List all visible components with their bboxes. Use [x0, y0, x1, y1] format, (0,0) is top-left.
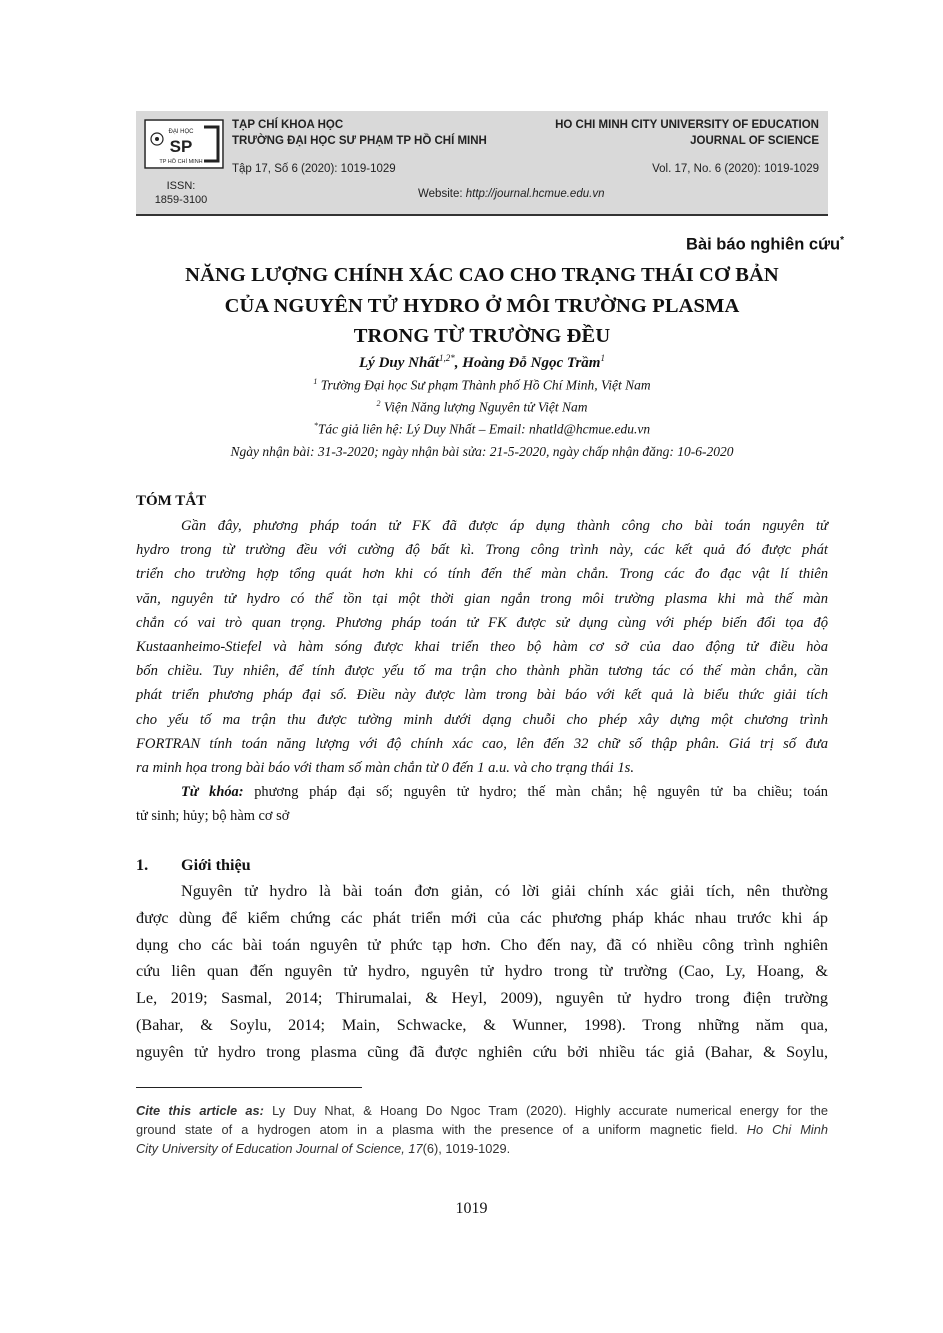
citation-journal: City University of Education Journal of Science, 17 [136, 1141, 423, 1156]
website-link[interactable]: http://journal.hcmue.edu.vn [465, 188, 605, 200]
journal-name-en-1: HO CHI MINH CITY UNIVERSITY OF EDUCATION [555, 119, 819, 131]
keywords-label: Từ khóa: [181, 784, 244, 800]
author-1: Lý Duy Nhất [359, 355, 440, 371]
abstract-body [136, 514, 828, 780]
intro-paragraph [136, 878, 828, 1066]
issn-value: 1859-3100 [154, 194, 208, 206]
submission-dates: Ngày nhận bài: 31-3-2020; ngày nhận bài sửa: 21-5-2020, ngày chấp nhận đăng: 10-6-2020 [230, 444, 734, 459]
website [418, 188, 604, 200]
citation-text: Ly Duy Nhat, & Hoang Do Ngoc Tram (2020). Highly accurate numerical energy for the [263, 1103, 829, 1118]
abstract-line: Kustaanheimo-Stiefel và hàm sóng được khai triển theo bộ hàm cơ sở của dao động tử điều hòa [136, 638, 828, 655]
footnote-rule [136, 1087, 362, 1088]
intro-line: nguyên tử hydro trong plasma cũng đã được nghiên cứu bởi nhiều tác giả (Bahar, & Soylu, [136, 1042, 828, 1061]
intro-line: Le, 2019; Sasmal, 2014; Thirumalai, & Heyl, 2009), nguyên tử hydro trong điện trường [136, 989, 828, 1008]
affiliation-1 [136, 377, 828, 394]
abstract-line: Gần đây, phương pháp toán tử FK đã được áp dụng thành công cho bài toán nguyên tử [181, 518, 828, 534]
affiliation-text: Tác giả liên hệ: Lý Duy Nhất – Email: nhatld@hcmue.edu.vn [317, 421, 651, 437]
journal-name-en-2: JOURNAL OF SCIENCE [690, 135, 819, 147]
keywords [136, 780, 828, 828]
journal-name-vi-2: TRƯỜNG ĐẠI HỌC SƯ PHẠM TP HỒ CHÍ MINH [232, 135, 487, 147]
abstract-line: triển cho trường hợp tổng quát hơn khi có tính đến thế màn chắn. Trong các đo đạc vật lí thiên [136, 566, 828, 583]
volume-en: Vol. 17, No. 6 (2020): 1019-1029 [652, 163, 819, 175]
citation-label: Cite this article as: [136, 1103, 264, 1118]
citation-text: (6), 1019-1029. [422, 1141, 511, 1156]
keywords-line [136, 780, 828, 804]
journal-name-vi-1: TẠP CHÍ KHOA HỌC [232, 119, 344, 131]
title-line: TRONG TỪ TRƯỜNG ĐỀU [353, 325, 611, 347]
author-2: Hoàng Đỗ Ngọc Trầm [462, 355, 601, 371]
citation-line [136, 1101, 828, 1120]
citation-line [136, 1139, 828, 1158]
intro-line: được dùng để kiểm chứng các phát triển mới của các phương pháp khác nhau trước khi áp [136, 908, 828, 927]
abstract-line: hydro trong từ trường đều với cường độ bất kì. Trong công trình này, các kết quả đó được phát [136, 542, 828, 559]
citation-line [136, 1120, 828, 1139]
affiliation-sup: 2 [376, 399, 381, 408]
author-separator: , [454, 355, 463, 371]
intro-line: dụng cho các bài toán nguyên tử phức tạp hơn. Cho đến nay, đã có nhiều công trình nghiên [136, 935, 828, 954]
keywords-line-2: tử sinh; hủy; bộ hàm cơ sở [136, 808, 290, 825]
abstract-heading: TÓM TẮT [136, 493, 207, 509]
abstract-line: ra minh họa trong bài báo với tham số màn chắn từ 0 đến 1 a.u. và cho trạng thái 1s. [136, 759, 634, 776]
intro-line: (Bahar, & Soylu, 2014; Main, Schwacke, & Wunner, 1998). Trong những năm qua, [136, 1015, 828, 1034]
affiliation-text: Viện Năng lượng Nguyên tử Việt Nam [380, 399, 588, 415]
affiliation-2 [136, 399, 828, 416]
article-type-mark: * [840, 235, 844, 246]
abstract-line: phát triển phương pháp đại số. Điều này được làm trong bài báo với kết quả là biểu thức giải tích [136, 687, 828, 704]
journal-header [136, 111, 828, 216]
corresponding-author [136, 421, 828, 438]
section-title: Giới thiệu [181, 856, 251, 874]
abstract-line: FORTRAN tính toán năng lượng với độ chính xác cao, lên đến 32 chữ số thập phân. Giá trị số đưa [136, 735, 828, 752]
section-number: 1. [136, 856, 149, 874]
affiliation-sup: 1 [313, 377, 318, 386]
intro-line: Nguyên tử hydro là bài toán đơn giản, có lời giải chính xác giải tích, nên thường [181, 882, 828, 900]
authors [136, 353, 828, 372]
logo-mid-text: SP [169, 137, 193, 156]
affiliation-text: Trường Đại học Sư phạm Thành phố Hồ Chí Minh, Việt Nam [317, 377, 651, 393]
article-type-label: Bài báo nghiên cứu [686, 235, 841, 254]
abstract-line: bốn chiều. Tuy nhiên, để tính được yếu tố ma trận cho thành phần tương tác có thế màn chắn, cần [136, 663, 828, 680]
volume-vi: Tập 17, Số 6 (2020): 1019-1029 [232, 163, 396, 175]
page-number: 1019 [455, 1200, 488, 1217]
abstract-line: văn, nguyên tử hydro có thể tồn tại một thời gian ngắn trong môi trường plasma khi mà thế màn [136, 590, 828, 607]
article-title [136, 260, 828, 352]
citation-journal: Ho Chi Minh [746, 1122, 828, 1137]
title-line: CỦA NGUYÊN TỬ HYDRO Ở MÔI TRƯỜNG PLASMA [224, 294, 740, 317]
author-2-sup: 1 [600, 353, 605, 363]
website-label: Website: [418, 188, 463, 200]
citation-footnote [136, 1101, 828, 1158]
affiliation-sup: * [313, 421, 318, 430]
issn [136, 179, 226, 207]
logo-top-text: ĐẠI HỌC [168, 129, 194, 135]
logo-bottom-text: TP HỒ CHÍ MINH [159, 159, 203, 165]
title-line: NĂNG LƯỢNG CHÍNH XÁC CAO CHO TRẠNG THÁI CƠ BẢN [185, 264, 779, 286]
author-1-sup: 1,2* [439, 353, 455, 363]
intro-line: cứu liên quan đến nguyên tử hydro, nguyên tử hydro trong từ trường (Cao, Ly, Hoang, & [136, 962, 828, 981]
abstract-line: cho yếu tố ma trận thu được tường minh dưới dạng chuỗi cho phép xây dựng một chương trình [136, 711, 828, 728]
issn-label: ISSN: [166, 180, 196, 192]
keywords-text: phương pháp đại số; nguyên tử hydro; thế màn chắn; hệ nguyên tử ba chiều; toán [243, 784, 828, 800]
article-type [686, 235, 844, 255]
section-1-heading [136, 856, 251, 875]
citation-text: ground state of a hydrogen atom in a plasma with the presence of a uniform magnetic field. [136, 1122, 747, 1137]
university-logo-icon [144, 119, 224, 169]
abstract-line: chắn có vai trò quan trọng. Phương pháp toán tử FK được sử dụng cùng với phép biến đổi tọa độ [136, 614, 828, 631]
